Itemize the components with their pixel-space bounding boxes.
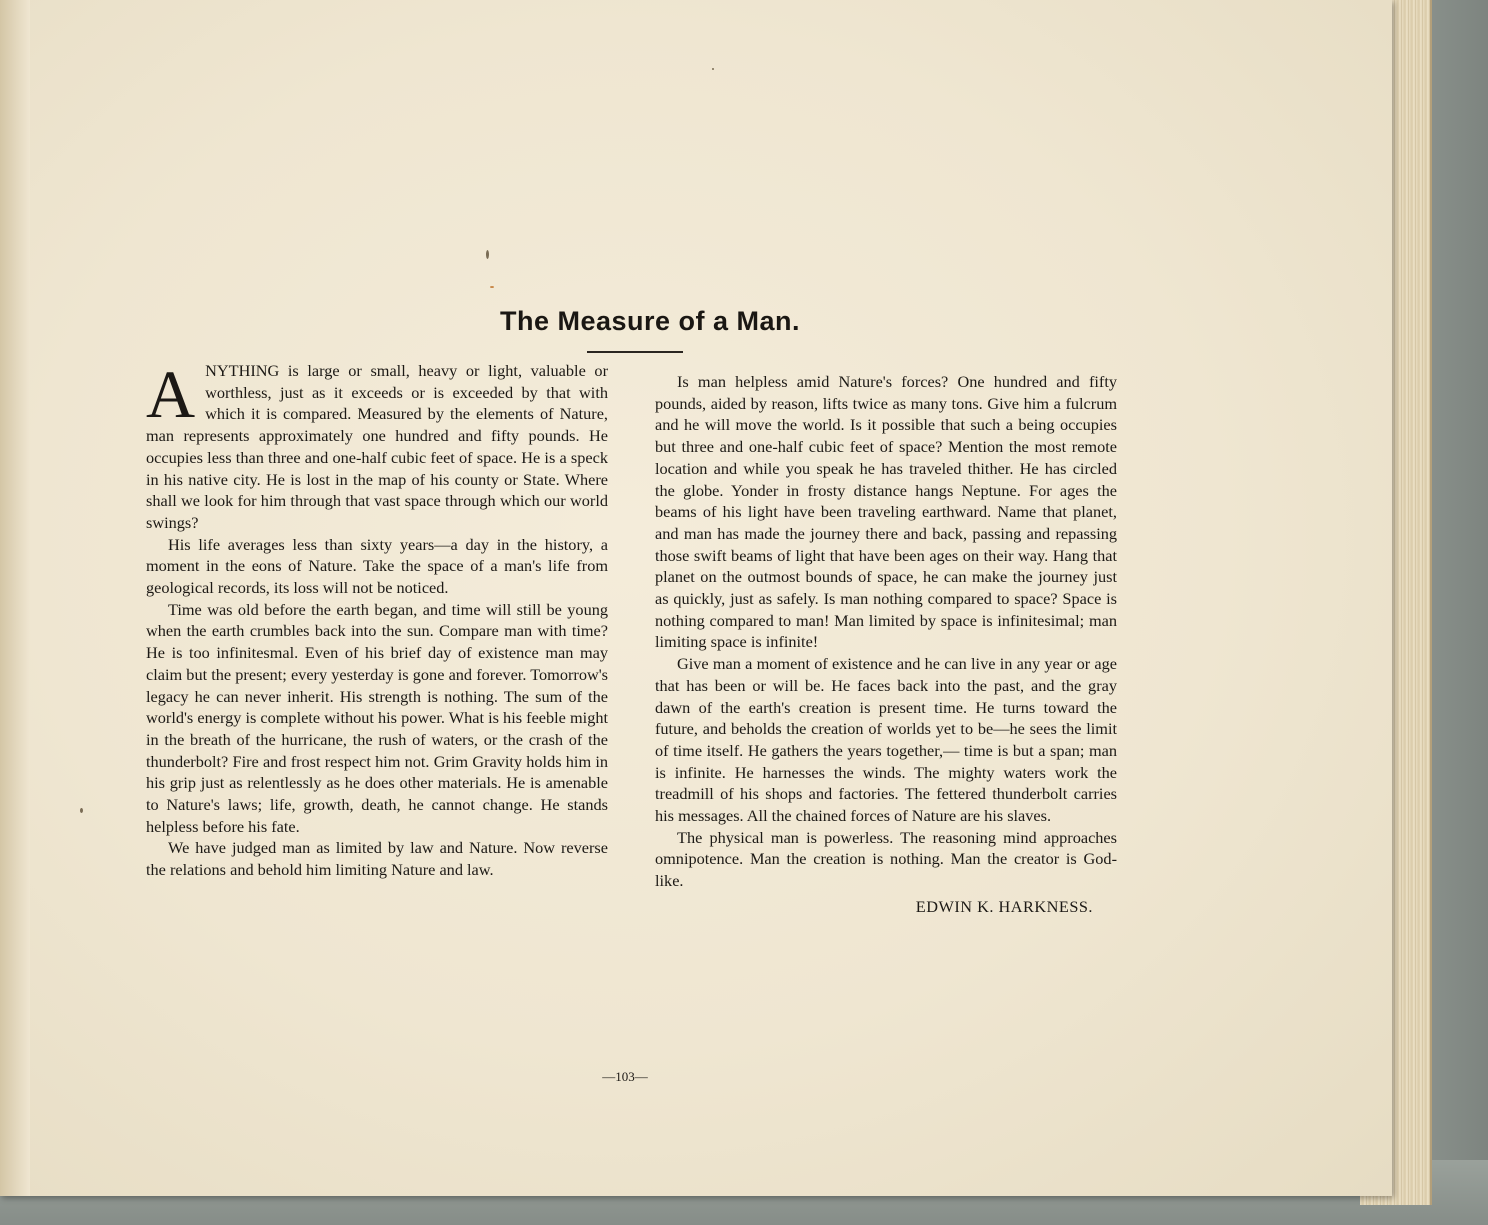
right-column [655, 371, 1117, 918]
paragraph: We have judged man as limited by law and Nature. Now reverse the relations and behold him limiting Nature and law. [146, 838, 608, 880]
paper-speck [490, 286, 494, 288]
paragraph-text: NYTHING is large or small, heavy or light, valuable or worthless, just as it exceeds or is exceeded by that with which it is compared. Measured by the elements of Nature, man represents approximately one hundred and fifty pounds. He occupies less than three and one-half cubic feet of space. He is a speck in his native city. He is lost in the map of his county or State. Where shall we look for him through that vast space through which our world swings? [146, 361, 608, 532]
title-rule [587, 351, 683, 353]
paragraph [146, 356, 608, 534]
author-signature: EDWIN K. HARKNESS. [915, 896, 1093, 916]
paragraph: Is man helpless amid Nature's forces? One hundred and fifty pounds, aided by reason, lifts twice as many tons. Give him a fulcrum and he will move the world. Is it possible that such a being occupies but three and one-half cubic feet of space? Mention the most remote location and while you speak he has traveled thither. He has circled the globe. Yonder in frosty distance hangs Neptune. For ages the beams of his light have been traveling earthward. Name that planet, and man has made the journey there and back, passing and repassing those swift beams of light that have been ages on their way. Hang that planet on the outmost bounds of space, he can make the journey just as quickly, just as safely. Is man nothing compared to space? Space is nothing compared to man! Man limited by space is infinitesimal; man limiting space is infinite! [655, 372, 1117, 652]
paragraph: Give man a moment of existence and he can live in any year or age that has been or will be. He faces back into the past, and the gray dawn of the earth's creation is present time. He turns toward the future, and beholds the creation of worlds yet to be—he sees the limit of time itself. He gathers the years together,— time is but a span; man is infinite. He harnesses the winds. The mighty waters work the treadmill of his shops and factories. The fettered thunderbolt carries his messages. All the chained forces of Nature are his slaves. [655, 654, 1117, 826]
page-gutter [0, 0, 30, 1196]
paper-speck [80, 808, 83, 813]
left-column [146, 356, 608, 881]
article-title: The Measure of a Man. [499, 306, 801, 336]
paragraph: His life averages less than sixty years—a day in the history, a moment in the eons of Nature. Take the space of a man's life from geological records, its loss will not be noticed. [146, 534, 608, 598]
drop-cap: A [146, 356, 196, 432]
page-number: —103— [602, 1069, 648, 1084]
paper-speck [712, 68, 714, 70]
paper-speck [486, 250, 489, 259]
paragraph: The physical man is powerless. The reasoning mind approaches omnipotence. Man the creation is nothing. Man the creator is God-like. [655, 827, 1117, 891]
paragraph: Time was old before the earth began, and time will still be young when the earth crumbles back into the sun. Compare man with time? He is too infinitesmal. Even of his brief day of existence man may claim but the present; every yesterday is gone and forever. Tomorrow's legacy he can never inherit. His strength is nothing. The sum of the world's energy is complete without his power. What is his feeble might in the breath of the hurricane, the rush of waters, or the crash of the thunderbolt? Fire and frost respect him not. Grim Gravity holds him in his grip just as relentlessly as he does other materials. He is amenable to Nature's laws; life, growth, death, he cannot change. He stands helpless before his fate. [146, 599, 608, 836]
